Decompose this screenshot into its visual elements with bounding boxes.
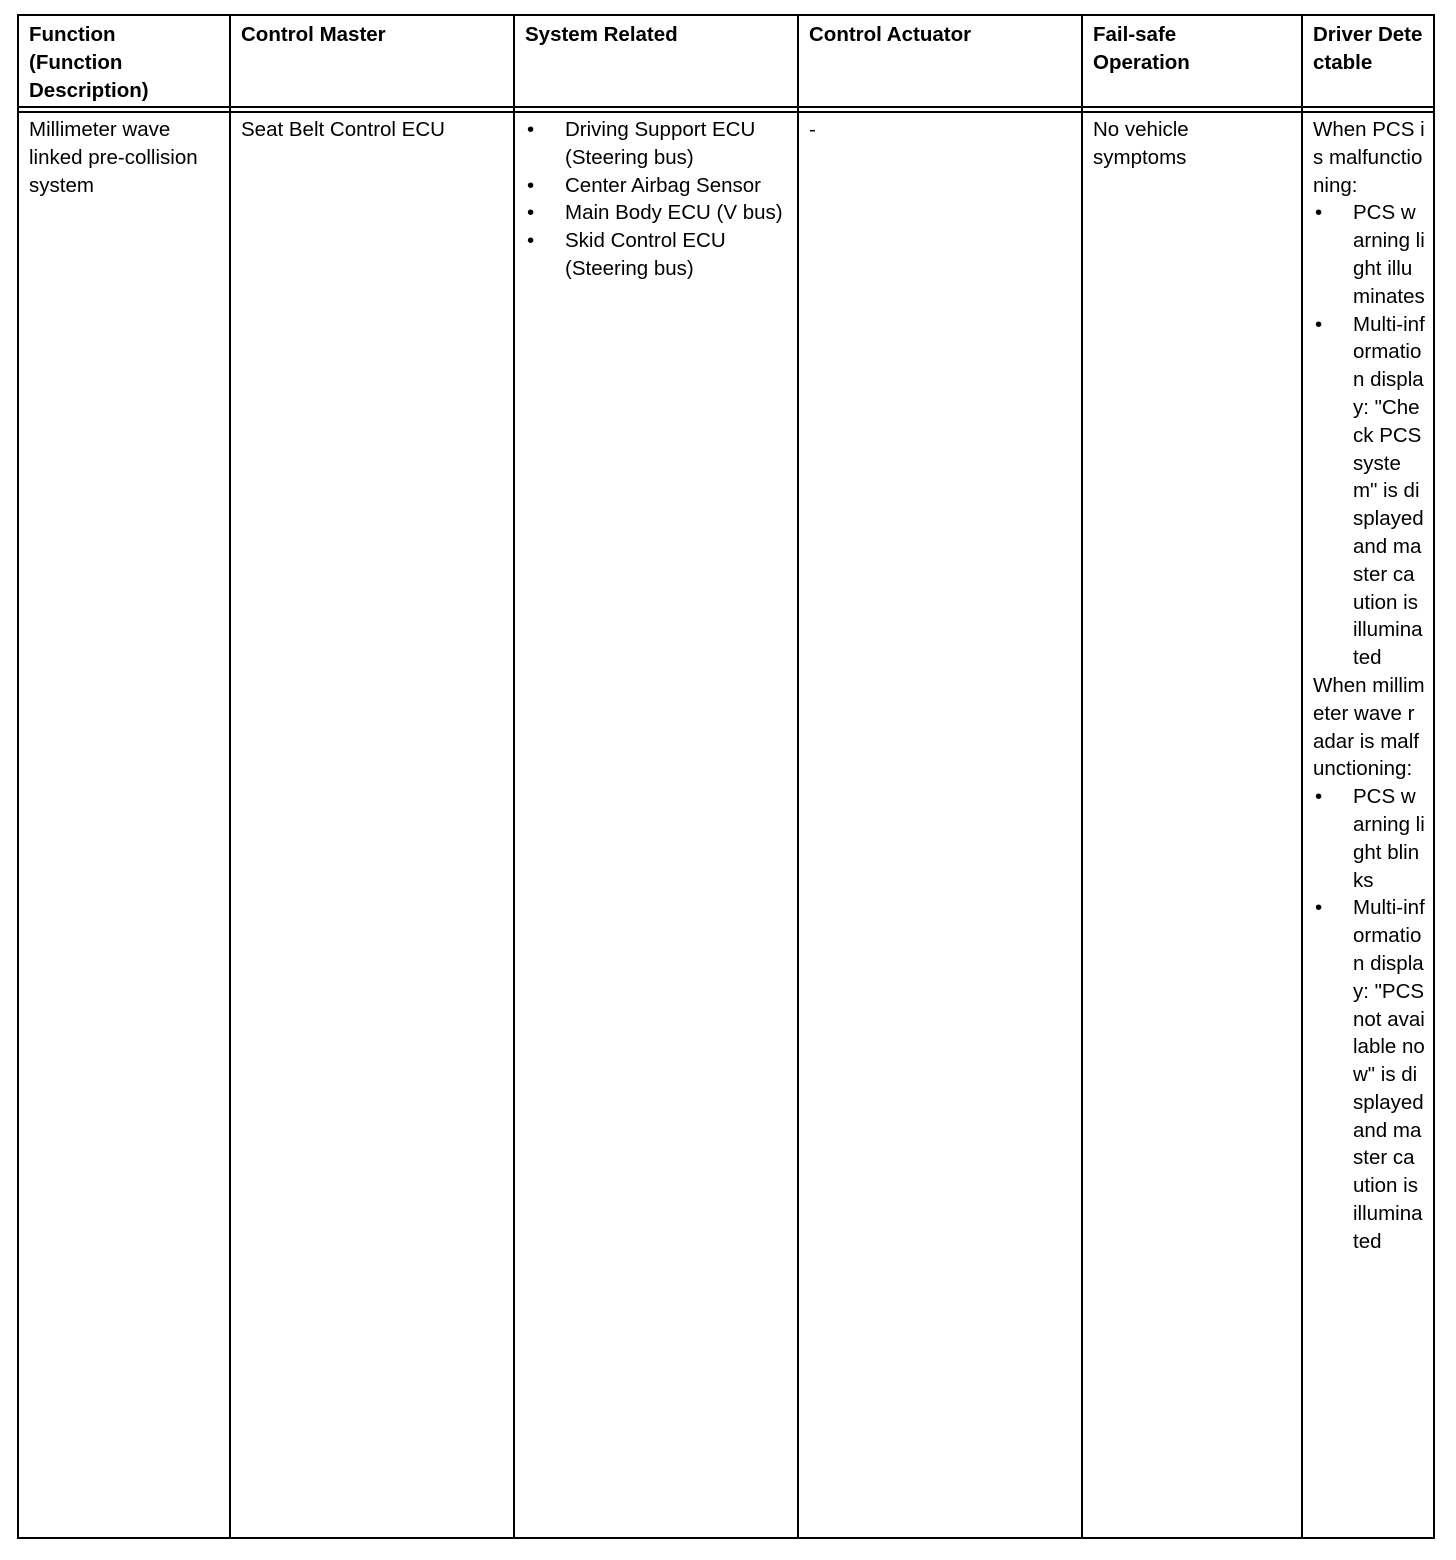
header-function: Function (Function Description) — [29, 23, 149, 102]
header-separator-bottom — [19, 111, 1433, 113]
table-header-row — [19, 16, 1433, 108]
list-item: • Main Body ECU (V bus) — [525, 199, 787, 227]
column-divider — [1081, 16, 1083, 1537]
cell-control-actuator: - — [809, 118, 816, 141]
header-control-actuator: Control Actuator — [809, 23, 972, 46]
list-item: • PCS warning light blinks — [1313, 783, 1425, 894]
driver-detectable-list-radar — [1313, 783, 1425, 1256]
cell-failsafe-operation: No vehicle symptoms — [1093, 118, 1189, 169]
column-divider — [229, 16, 231, 1537]
column-divider — [797, 16, 799, 1537]
driver-detectable-list-pcs — [1313, 199, 1425, 672]
system-related-list — [525, 116, 787, 283]
list-item: • Driving Support ECU (Steering bus) — [525, 116, 787, 172]
cell-function: Millimeter wave linked pre-collision system — [29, 118, 198, 197]
driver-detectable-intro-radar: When millimeter wave radar is malfunctioning: — [1313, 673, 1425, 781]
header-failsafe-operation: Fail-safe Operation — [1093, 23, 1190, 74]
cell-system-related — [515, 116, 797, 283]
list-item: • Multi-information display: "Check PCS system" is displayed and master caution is illuminated — [1313, 311, 1425, 672]
list-item: • Multi-information display: "PCS not available now" is displayed and master caution is illuminated — [1313, 894, 1425, 1255]
system-table — [17, 14, 1435, 1539]
cell-control-master: Seat Belt Control ECU — [241, 118, 445, 141]
header-system-related: System Related — [525, 23, 678, 46]
driver-detectable-intro-pcs: When PCS is malfunctioning: — [1313, 118, 1425, 197]
list-item: • PCS warning light illuminates — [1313, 199, 1425, 310]
header-driver-detectable: Driver Detectable — [1313, 23, 1423, 74]
cell-driver-detectable — [1303, 116, 1435, 1256]
list-item: • Center Airbag Sensor — [525, 172, 787, 200]
list-item: • Skid Control ECU (Steering bus) — [525, 227, 787, 283]
header-control-master: Control Master — [241, 23, 386, 46]
